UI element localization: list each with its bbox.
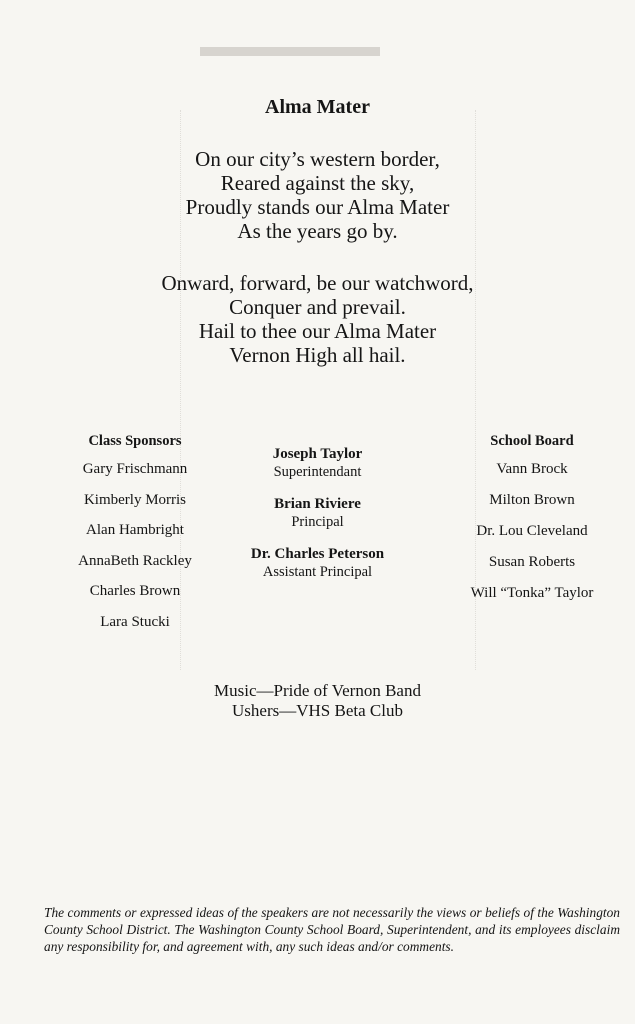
- alma-mater-verse-2: [0, 271, 635, 367]
- credits: [0, 681, 635, 721]
- sponsor-name: Lara Stucki: [100, 613, 170, 630]
- official-role: Assistant Principal: [262, 564, 373, 580]
- official-name: Brian Riviere: [274, 496, 361, 512]
- class-sponsors-list: [50, 432, 220, 637]
- board-member-name: Milton Brown: [489, 492, 575, 508]
- verse-line: Hail to thee our Alma Mater: [198, 319, 437, 343]
- official-principal: [210, 495, 425, 531]
- sponsor-name: Alan Hambright: [86, 522, 184, 538]
- official-role: Principal: [291, 514, 344, 530]
- board-member-name: Will “Tonka” Taylor: [470, 585, 594, 601]
- official-role: Superintendant: [273, 464, 362, 480]
- official-name: Joseph Taylor: [272, 446, 363, 462]
- verse-line: Conquer and prevail.: [229, 295, 406, 319]
- official-superintendent: [210, 445, 425, 481]
- verse-line: Onward, forward, be our watchword,: [161, 271, 474, 295]
- disclaimer-text: The comments or expressed ideas of the speakers are not necessarily the views or beliefs of the Washington County School District. The Washington County School Board, Superintendent, and its employees disclaim any responsibility for, and agreement with, any such ideas and/or comments.: [44, 905, 620, 954]
- school-board-heading: School Board: [490, 433, 574, 449]
- board-member-name: Susan Roberts: [488, 554, 576, 570]
- official-name: Dr. Charles Peterson: [250, 546, 385, 562]
- bleed-through-heading: ▬▬▬▬▬▬: [200, 30, 380, 63]
- verse-line: Reared against the sky,: [220, 171, 415, 195]
- sponsor-name: AnnaBeth Rackley: [78, 552, 192, 569]
- class-sponsors-heading: Class Sponsors: [88, 433, 182, 449]
- verse-line: On our city’s western border,: [195, 147, 440, 171]
- verse-line: Proudly stands our Alma Mater: [185, 195, 450, 219]
- alma-mater-verse-1: [0, 147, 635, 243]
- board-member-name: Vann Brock: [496, 461, 568, 477]
- school-board-list: [442, 432, 622, 609]
- sponsor-name: Kimberly Morris: [83, 491, 187, 508]
- music-credit: Music—Pride of Vernon Band: [214, 681, 421, 700]
- official-assistant-principal: [210, 545, 425, 581]
- alma-mater-title: Alma Mater: [265, 96, 370, 118]
- ushers-credit: Ushers—VHS Beta Club: [232, 701, 403, 720]
- administration-list: [210, 445, 425, 595]
- verse-line: Vernon High all hail.: [229, 343, 406, 367]
- sponsor-name: Gary Frischmann: [82, 461, 188, 477]
- board-member-name: Dr. Lou Cleveland: [476, 523, 588, 539]
- sponsor-name: Charles Brown: [89, 583, 181, 599]
- verse-line: As the years go by.: [237, 219, 398, 243]
